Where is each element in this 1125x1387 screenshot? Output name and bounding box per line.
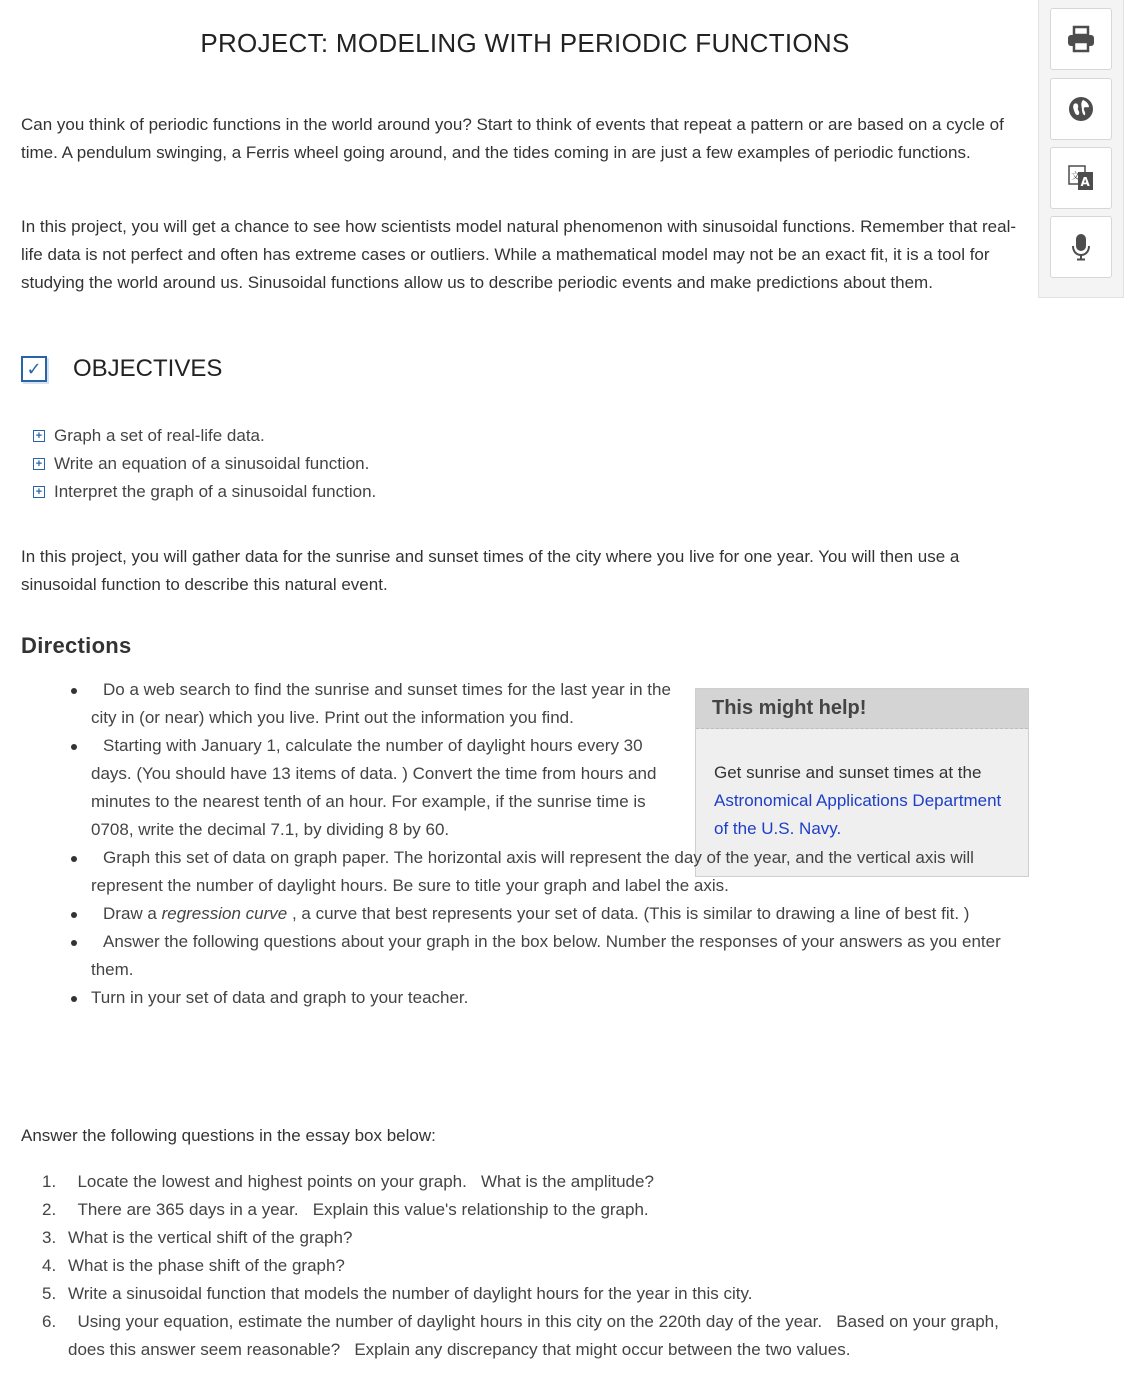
questions-list bbox=[42, 1168, 1032, 1364]
tool-sidebar bbox=[1038, 0, 1124, 298]
objective-text: Interpret the graph of a sinusoidal function. bbox=[54, 482, 377, 501]
plus-box-icon: + bbox=[33, 486, 45, 498]
objectives-list bbox=[33, 422, 376, 506]
print-button[interactable] bbox=[1050, 8, 1112, 70]
direction-item bbox=[91, 900, 1031, 928]
plus-box-icon: + bbox=[33, 458, 45, 470]
direction-item bbox=[91, 984, 1031, 1012]
question-item bbox=[42, 1168, 1032, 1196]
link-period: . bbox=[836, 819, 842, 838]
question-text: There are 365 days in a year. Explain this value's relationship to the graph. bbox=[68, 1200, 649, 1219]
objectives-title: OBJECTIVES bbox=[73, 355, 223, 382]
globe-icon bbox=[1067, 95, 1095, 123]
direction-item bbox=[91, 844, 1031, 900]
navy-link-text[interactable]: Astronomical Applications Department of the U.S. Navy bbox=[714, 791, 1002, 838]
svg-text:文: 文 bbox=[1071, 172, 1081, 182]
objectives-header bbox=[21, 352, 222, 386]
objective-text: Write an equation of a sinusoidal function. bbox=[54, 454, 370, 473]
direction-item bbox=[91, 928, 1031, 984]
project-intro: In this project, you will gather data for the sunrise and sunset times of the city where you live for one year. You will then use a sinusoidal function to describe this natural event. bbox=[21, 547, 960, 594]
intro-paragraph-2: In this project, you will get a chance to see how scientists model natural phenomenon with sinusoidal functions. Remember that real-life data is not perfect and often has extreme cases or outliers. While a mathematical model may not be an exact fit, it is a tool for studying the world around us. Sinusoidal functions allow us to describe periodic events and make predictions about them. bbox=[21, 217, 1017, 292]
direction-text: Turn in your set of data and graph to your teacher. bbox=[91, 988, 469, 1007]
question-text: Using your equation, estimate the number of daylight hours in this city on the 220th day of the year. Based on your graph, does this answer seem reasonable? Explain any discrepancy that might occur between the two values. bbox=[68, 1312, 1004, 1359]
objective-item bbox=[33, 422, 376, 450]
question-text: What is the phase shift of the graph? bbox=[68, 1256, 345, 1275]
question-item bbox=[42, 1196, 1032, 1224]
question-text: Locate the lowest and highest points on your graph. What is the amplitude? bbox=[68, 1172, 654, 1191]
direction-text: Starting with January 1, calculate the number of daylight hours every 30 days. (You should have 13 items of data. ) Convert the time from hours and minutes to the nearest tenth of an hour. For example, if the sunrise time is 0708, write the decimal 7.1, by dividing 8 by 60. bbox=[91, 736, 657, 839]
direction-text-post: , a curve that best represents your set of data. (This is similar to drawing a line of best fit. ) bbox=[287, 904, 970, 923]
help-box-title: This might help! bbox=[696, 689, 1028, 729]
help-box-text: Get sunrise and sunset times at the bbox=[714, 763, 982, 782]
direction-item bbox=[91, 732, 681, 844]
question-number: 6. bbox=[42, 1312, 57, 1331]
language-button[interactable] bbox=[1050, 78, 1112, 140]
plus-box-icon: + bbox=[33, 430, 45, 442]
direction-text: Graph this set of data on graph paper. The horizontal axis will represent the day of the year, and the vertical axis will represent the number of daylight hours. Be sure to title your graph and label the axis. bbox=[91, 848, 974, 895]
question-number: 1. bbox=[42, 1172, 57, 1191]
question-item bbox=[42, 1280, 1032, 1308]
question-number: 5. bbox=[42, 1284, 57, 1303]
intro-paragraph-1: Can you think of periodic functions in the world around you? Start to think of events that repeat a pattern or are based on a cycle of time. A pendulum swinging, a Ferris wheel going around, and the tides coming in are just a few examples of periodic functions. bbox=[21, 115, 1004, 162]
direction-text: Do a web search to find the sunrise and sunset times for the last year in the city in (or near) which you live. Print out the information you find. bbox=[91, 680, 671, 727]
regression-curve-term: regression curve bbox=[161, 904, 288, 923]
objective-item bbox=[33, 450, 376, 478]
page-title: PROJECT: MODELING WITH PERIODIC FUNCTIONS bbox=[200, 28, 850, 58]
questions-intro: Answer the following questions in the essay box below: bbox=[21, 1126, 436, 1145]
question-item bbox=[42, 1252, 1032, 1280]
checkbox-icon: ✓ bbox=[21, 356, 47, 382]
question-text: What is the vertical shift of the graph? bbox=[68, 1228, 353, 1247]
question-number: 4. bbox=[42, 1256, 57, 1275]
direction-text-pre: Draw a bbox=[103, 904, 162, 923]
question-number: 3. bbox=[42, 1228, 57, 1247]
direction-item bbox=[91, 676, 681, 732]
translate-button[interactable] bbox=[1050, 147, 1112, 209]
objective-text: Graph a set of real-life data. bbox=[54, 426, 265, 445]
svg-text:A: A bbox=[1080, 175, 1090, 189]
question-number: 2. bbox=[42, 1200, 57, 1219]
objective-item bbox=[33, 478, 376, 506]
question-item bbox=[42, 1308, 1032, 1364]
direction-text: Answer the following questions about your graph in the box below. Number the responses of your answers as you enter them. bbox=[91, 932, 1001, 979]
voice-button[interactable] bbox=[1050, 216, 1112, 278]
translate-icon bbox=[1067, 164, 1095, 192]
microphone-icon bbox=[1069, 232, 1093, 262]
question-item bbox=[42, 1224, 1032, 1252]
directions-list bbox=[91, 676, 1031, 1012]
printer-icon bbox=[1066, 25, 1096, 53]
directions-heading: Directions bbox=[21, 633, 132, 658]
question-text: Write a sinusoidal function that models the number of daylight hours for the year in this city. bbox=[68, 1284, 753, 1303]
